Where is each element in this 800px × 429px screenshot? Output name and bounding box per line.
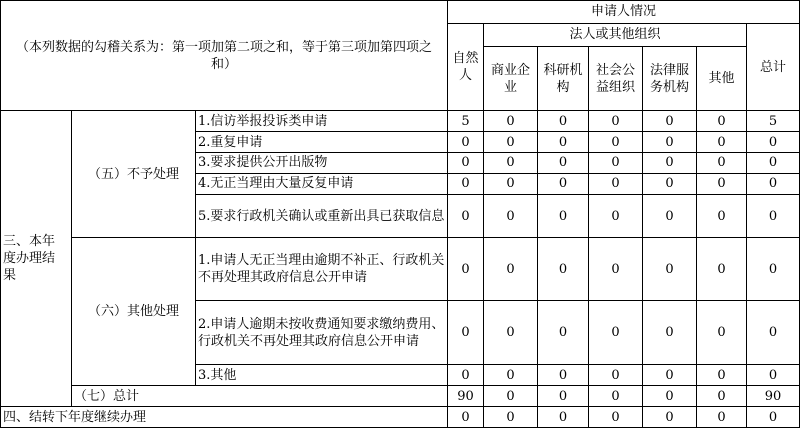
cell-value: 90 xyxy=(448,386,484,407)
cell-value: 0 xyxy=(643,173,697,194)
cell-value: 0 xyxy=(589,365,643,386)
cell-value: 5 xyxy=(747,111,800,132)
cell-value: 0 xyxy=(589,300,643,365)
cell-value: 0 xyxy=(484,173,538,194)
cell-value: 0 xyxy=(747,173,800,194)
cell-value: 0 xyxy=(747,238,800,300)
cell-value: 0 xyxy=(697,111,747,132)
cell-value: 0 xyxy=(448,132,484,153)
cell-value: 0 xyxy=(484,365,538,386)
row-label: 4.无正当理由大量反复申请 xyxy=(196,173,448,194)
col-other: 其他 xyxy=(697,46,747,111)
group5-label: （五）不予处理 xyxy=(72,111,196,238)
cell-value: 0 xyxy=(697,300,747,365)
section4-label: 四、结转下年度继续办理 xyxy=(1,407,448,428)
col-natural-person: 自然人 xyxy=(448,23,484,110)
cell-value: 0 xyxy=(484,194,538,238)
col-public-welfare: 社会公益组织 xyxy=(589,46,643,111)
cell-value: 0 xyxy=(589,132,643,153)
header-applicant: 申请人情况 xyxy=(448,1,800,24)
row-label: 5.要求行政机关确认或重新出具已获取信息 xyxy=(196,194,448,238)
cell-value: 0 xyxy=(484,238,538,300)
cell-value: 0 xyxy=(697,386,747,407)
cell-value: 0 xyxy=(747,194,800,238)
cell-value: 0 xyxy=(538,365,589,386)
cell-value: 0 xyxy=(538,173,589,194)
section3-label: 三、本年度办理结果 xyxy=(1,111,72,407)
cell-value: 0 xyxy=(448,365,484,386)
cell-value: 0 xyxy=(538,153,589,174)
cell-value: 0 xyxy=(538,132,589,153)
cell-value: 90 xyxy=(747,386,800,407)
cell-value: 0 xyxy=(697,407,747,428)
header-caption: （本列数据的勾稽关系为：第一项加第二项之和，等于第三项加第四项之和） xyxy=(1,1,448,111)
col-commercial: 商业企业 xyxy=(484,46,538,111)
cell-value: 0 xyxy=(747,365,800,386)
cell-value: 0 xyxy=(484,111,538,132)
cell-value: 0 xyxy=(448,153,484,174)
cell-value: 0 xyxy=(484,153,538,174)
cell-value: 0 xyxy=(589,194,643,238)
row-label: 2.重复申请 xyxy=(196,132,448,153)
col-legal-service: 法律服务机构 xyxy=(643,46,697,111)
cell-value: 0 xyxy=(643,153,697,174)
cell-value: 0 xyxy=(448,194,484,238)
cell-value: 0 xyxy=(589,153,643,174)
table-row xyxy=(1,111,800,132)
cell-value: 0 xyxy=(697,132,747,153)
cell-value: 0 xyxy=(747,132,800,153)
header-legal-group: 法人或其他组织 xyxy=(484,23,747,46)
row-label: 2.申请人逾期未按收费通知要求缴纳费用、行政机关不再处理其政府信息公开申请 xyxy=(196,300,448,365)
cell-value: 0 xyxy=(589,173,643,194)
cell-value: 0 xyxy=(589,407,643,428)
cell-value: 0 xyxy=(697,173,747,194)
cell-value: 0 xyxy=(589,111,643,132)
cell-value: 0 xyxy=(697,194,747,238)
cell-value: 0 xyxy=(484,386,538,407)
cell-value: 0 xyxy=(538,194,589,238)
total-label: （七）总计 xyxy=(72,386,448,407)
cell-value: 0 xyxy=(538,386,589,407)
cell-value: 0 xyxy=(484,132,538,153)
cell-value: 0 xyxy=(448,173,484,194)
row-label: 3.要求提供公开出版物 xyxy=(196,153,448,174)
cell-value: 0 xyxy=(538,300,589,365)
table-row xyxy=(1,386,800,407)
cell-value: 0 xyxy=(643,407,697,428)
group6-label: （六）其他处理 xyxy=(72,238,196,386)
cell-value: 0 xyxy=(747,407,800,428)
cell-value: 0 xyxy=(643,194,697,238)
cell-value: 0 xyxy=(448,238,484,300)
cell-value: 5 xyxy=(448,111,484,132)
cell-value: 0 xyxy=(538,111,589,132)
cell-value: 0 xyxy=(589,238,643,300)
cell-value: 0 xyxy=(589,386,643,407)
cell-value: 0 xyxy=(538,407,589,428)
cell-value: 0 xyxy=(643,132,697,153)
table-row xyxy=(1,407,800,428)
col-total: 总计 xyxy=(747,23,800,110)
cell-value: 0 xyxy=(484,407,538,428)
cell-value: 0 xyxy=(697,153,747,174)
cell-value: 0 xyxy=(643,386,697,407)
row-label: 3.其他 xyxy=(196,365,448,386)
cell-value: 0 xyxy=(747,300,800,365)
col-research: 科研机构 xyxy=(538,46,589,111)
cell-value: 0 xyxy=(697,238,747,300)
cell-value: 0 xyxy=(484,300,538,365)
cell-value: 0 xyxy=(538,238,589,300)
cell-value: 0 xyxy=(747,153,800,174)
cell-value: 0 xyxy=(697,365,747,386)
cell-value: 0 xyxy=(448,407,484,428)
cell-value: 0 xyxy=(643,238,697,300)
cell-value: 0 xyxy=(448,300,484,365)
cell-value: 0 xyxy=(643,365,697,386)
table-row xyxy=(1,238,800,300)
row-label: 1.信访举报投诉类申请 xyxy=(196,111,448,132)
row-label: 1.申请人无正当理由逾期不补正、行政机关不再处理其政府信息公开申请 xyxy=(196,238,448,300)
cell-value: 0 xyxy=(643,111,697,132)
cell-value: 0 xyxy=(643,300,697,365)
